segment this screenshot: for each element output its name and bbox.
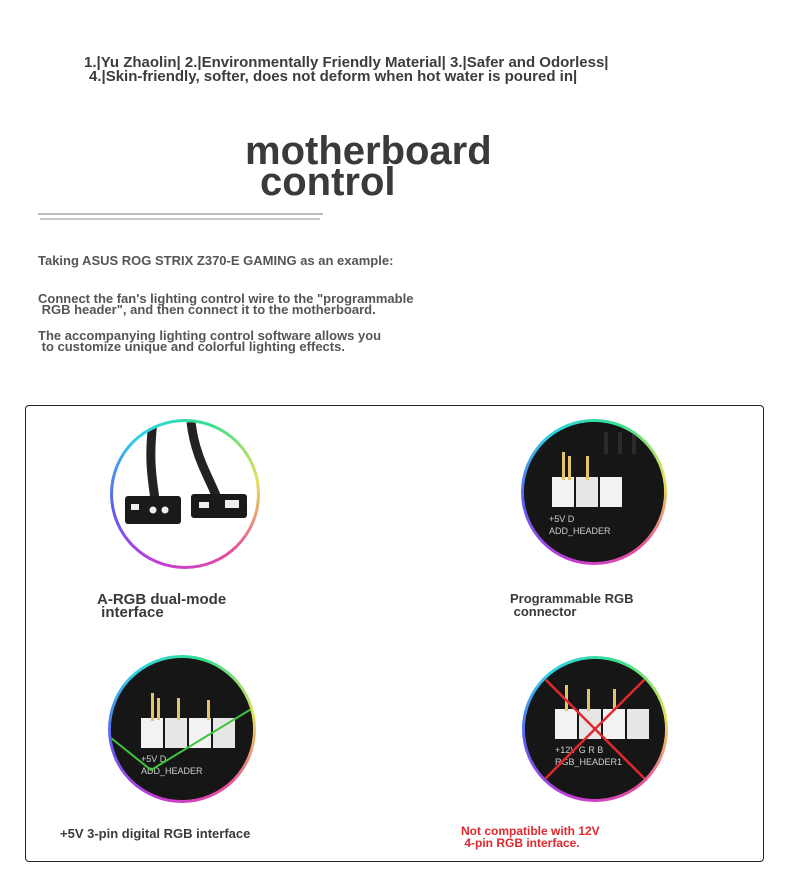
page-title-line-2: control bbox=[260, 160, 396, 204]
software-text-line-1: The accompanying lighting control software allows you bbox=[38, 328, 382, 343]
svg-text:+5V D: +5V D bbox=[141, 754, 167, 764]
svg-text:+5V D: +5V D bbox=[549, 514, 575, 524]
fine-print-line bbox=[38, 213, 323, 215]
four-pin-photo bbox=[522, 656, 668, 802]
svg-text:ADD_HEADER: ADD_HEADER bbox=[141, 766, 203, 776]
header-line-1: 1.|Yu Zhaolin| 2.|Environmentally Friendly Material| 3.|Safer and Odorless| bbox=[84, 54, 609, 71]
connect-text-line-2: RGB header", and then connect it to the motherboard. bbox=[38, 302, 376, 317]
cross-mark-icon bbox=[525, 659, 665, 799]
caption-programmable-line-1: Programmable RGB bbox=[510, 591, 634, 606]
check-mark-icon bbox=[111, 658, 253, 800]
software-text-line-2: to customize unique and colorful lighting effects. bbox=[38, 339, 345, 354]
fine-print-line bbox=[40, 218, 320, 220]
three-pin-photo bbox=[108, 655, 256, 803]
header-line-2: 4.|Skin-friendly, softer, does not deform when hot water is poured in| bbox=[89, 68, 578, 85]
caption-incompatible-line-2: 4-pin RGB interface. bbox=[461, 836, 580, 850]
caption-programmable-line-2: connector bbox=[510, 604, 577, 619]
caption-argb-line-1: A-RGB dual-mode bbox=[97, 591, 227, 608]
compatibility-panel bbox=[25, 405, 764, 862]
caption-three-pin: +5V 3-pin digital RGB interface bbox=[60, 826, 251, 841]
programmable-header-photo bbox=[521, 419, 667, 565]
connect-text-line-1: Connect the fan's lighting control wire to the "programmable bbox=[38, 291, 414, 306]
header-pins-icon bbox=[524, 422, 664, 562]
page-title-line-1: motherboard bbox=[245, 129, 492, 173]
cable-connector-photo bbox=[110, 419, 260, 569]
svg-text:RGB_HEADER1: RGB_HEADER1 bbox=[555, 757, 623, 767]
cable-connector-icon bbox=[113, 422, 257, 566]
caption-argb-line-2: interface bbox=[97, 604, 164, 621]
svg-text:+12V G R B: +12V G R B bbox=[555, 745, 604, 755]
example-text: Taking ASUS ROG STRIX Z370-E GAMING as an example: bbox=[38, 253, 394, 268]
svg-text:ADD_HEADER: ADD_HEADER bbox=[549, 526, 611, 536]
caption-incompatible-line-1: Not compatible with 12V bbox=[461, 824, 600, 838]
